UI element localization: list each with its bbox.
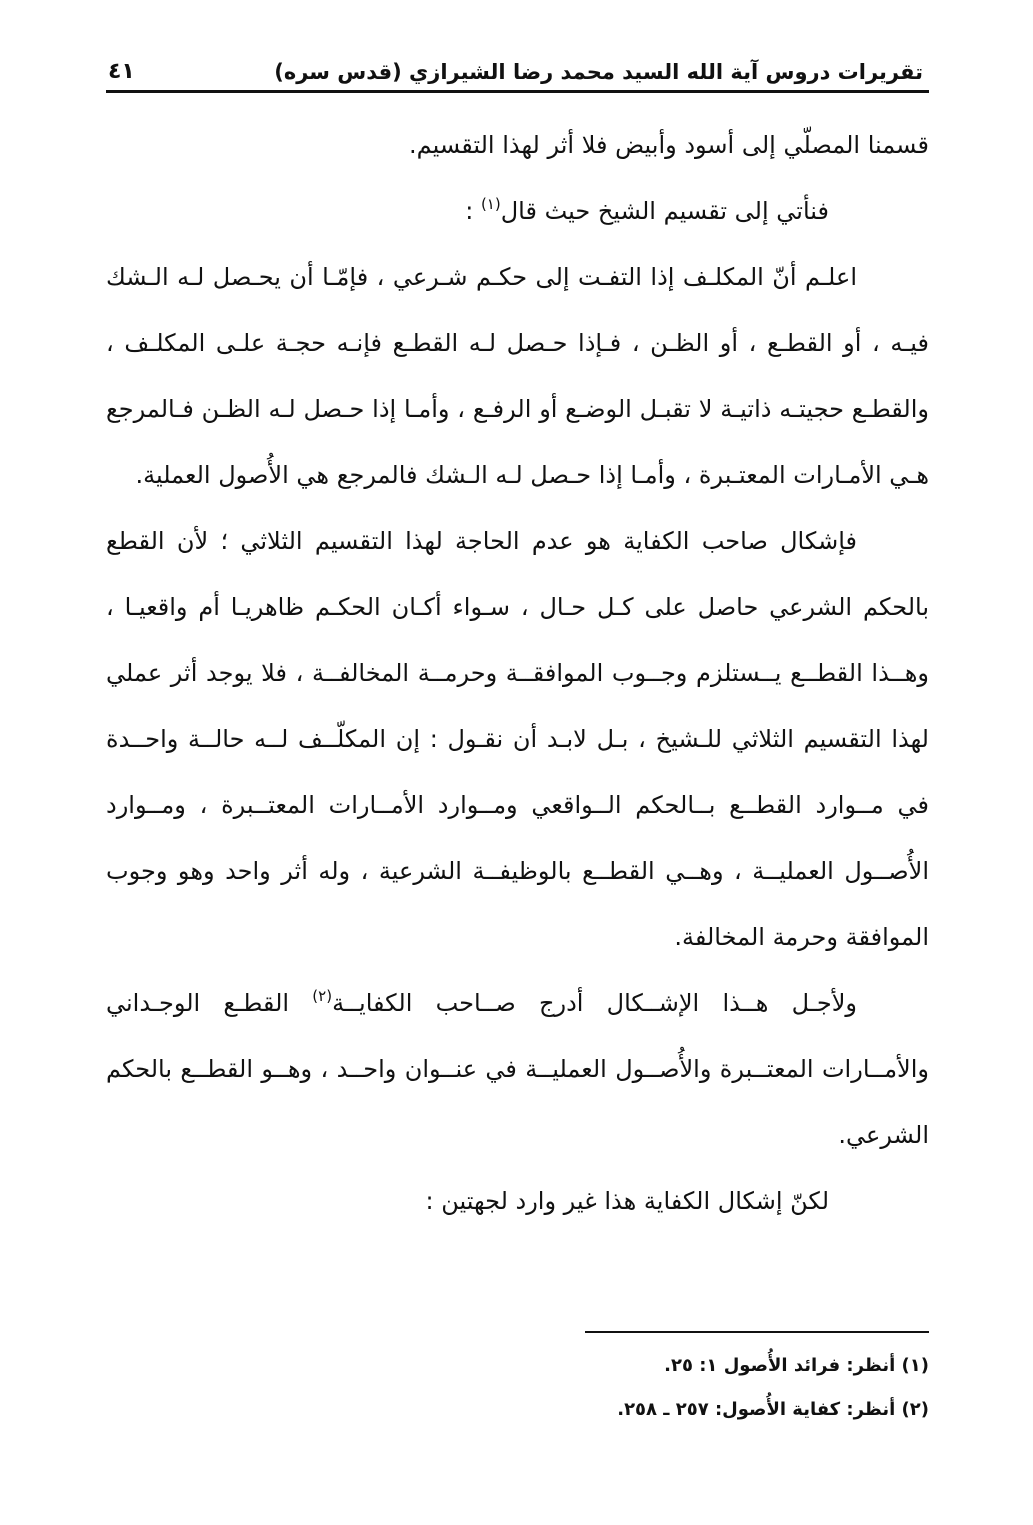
paragraph-4: فإشكال صاحب الكفاية هو عدم الحاجة لهذا التقسيم الثلاثي ؛ لأن القطع بالحكم الشرعي حاصل على كـل حـال ، سـواء أكـان الحكـم ظاهريـا أم واقعيـا ، وهــذا القطــع يــستلزم وجــوب الموافقــة وحرمــة المخالفــة ، فلا يوجد أثر عملي لهذا التقسيم الثلاثي للـشيخ ، بـل لابـد أن نقـول : إن المكلّــف لــه حالــة واحــدة في مــوارد القطــع بــالحكم الــواقعي ومــوارد الأمــارات المعتــبرة ، ومــوارد الأُصــول العمليــة ، وهــي القطــع بالوظيفــة الشرعية ، وله أثر واحد وهو وجوب الموافقة وحرمة المخالفة. (106, 527, 929, 951)
running-title: تقريرات دروس آية الله السيد محمد رضا الشيرازي (قدس سره) (274, 60, 923, 84)
footnote-2: (٢) أنظر: كفاية الأُصول: ٢٥٧ ـ ٢٥٨. (617, 1399, 929, 1420)
paragraph-5-text: ولأجـل هــذا الإشــكال أدرج صــاحب الكفايــة (332, 989, 857, 1017)
paragraph-6: لكنّ إشكال الكفاية هذا غير وارد لجهتين : (425, 1187, 829, 1215)
footnote-1: (١) أنظر: فرائد الأُصول ١: ٢٥. (664, 1355, 929, 1376)
footnotes (106, 1344, 929, 1432)
main-text (106, 112, 929, 1234)
paragraph-2-end: : (465, 197, 481, 225)
header-rule (106, 90, 929, 93)
paragraph-5 (106, 970, 929, 1168)
page-number: ٤١ (108, 59, 135, 84)
footnote-ref-1[interactable]: (١) (480, 195, 501, 213)
paragraph-2-text: فنأتي إلى تقسيم الشيخ حيث قال (500, 197, 829, 225)
paragraph-1: قسمنا المصلّي إلى أسود وأبيض فلا أثر لهذا التقسيم. (408, 131, 929, 159)
footnote-ref-2[interactable]: (٢) (312, 987, 333, 1005)
footnote-rule (585, 1331, 929, 1333)
running-header (108, 44, 923, 84)
paragraph-3: اعلـم أنّ المكلـف إذا التفـت إلى حكـم شـرعي ، فإمّـا أن يحـصل لـه الـشك فيـه ، أو القطـع ، أو الظـن ، فـإذا حـصل لـه القطـع فإنـه حجـة علـى المكلـف ، والقطـع حجيتـه ذاتيـة لا تقبـل الوضـع أو الرفـع ، وأمـا إذا حـصل لـه الظـن فـالمرجع هـي الأمـارات المعتـبرة ، وأمـا إذا حـصل لـه الـشك فالمرجع هي الأُصول العملية. (106, 263, 929, 489)
paragraph-5-rest: القطـع الوجـداني والأمــارات المعتــبرة والأُصــول العمليــة في عنــوان واحــد ، وهــو القطــع بالحكم الشرعي. (106, 989, 929, 1149)
paragraph-2 (106, 178, 929, 244)
